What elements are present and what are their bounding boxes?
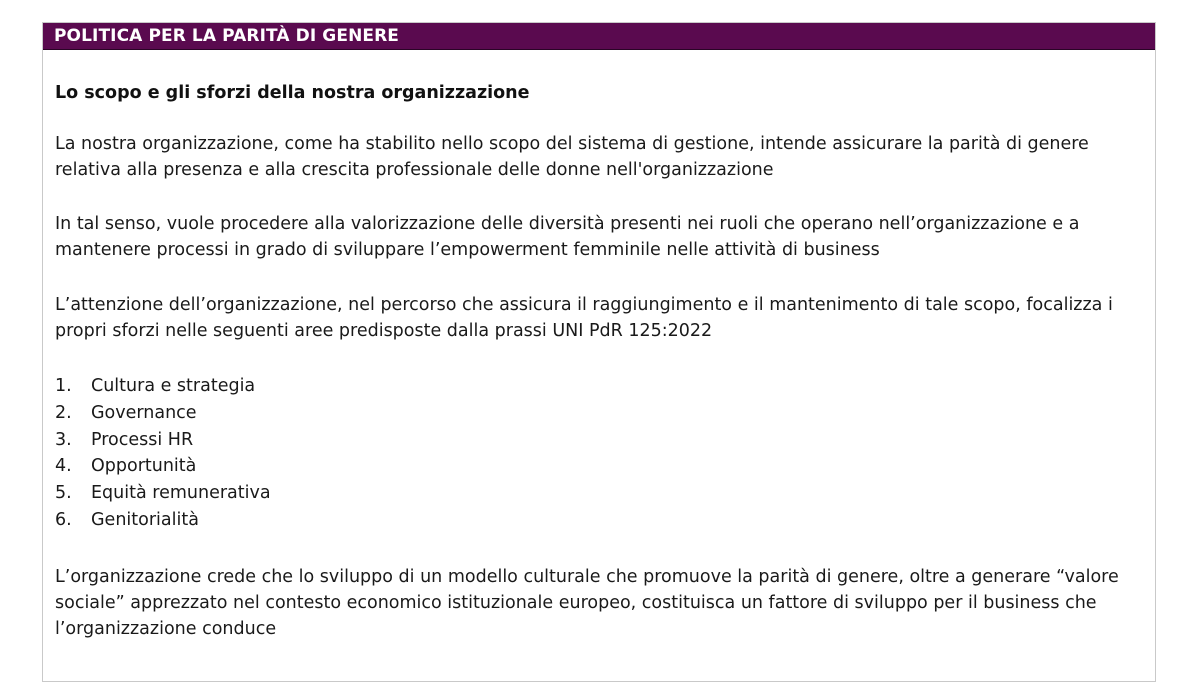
list-item-number: 6. [55, 509, 72, 530]
list-item-label: Equità remunerativa [91, 483, 271, 504]
paragraph-focus-areas: L’attenzione dell’organizzazione, nel percorso che assicura il raggiungimento e il mantenimento di tale scopo, focalizza i propri sforzi nelle seguenti aree predisposte dalla prassi UNI PdR 125:2022 [55, 295, 1113, 341]
paragraph-diversity: In tal senso, vuole procedere alla valorizzazione delle diversità presenti nei ruoli che operano nell’organizzazione e a mantenere processi in grado di sviluppare l’empowerment femminile nelle attività di business [55, 214, 1080, 260]
list-item-number: 1. [55, 376, 72, 396]
list-item-number: 2. [55, 402, 72, 423]
paragraph-purpose: La nostra organizzazione, come ha stabilito nello scopo del sistema di gestione, intende assicurare la parità di genere relativa alla presenza e alla crescita professionale delle donne nell'organizzazione [55, 134, 1089, 180]
list-item-number: 4. [55, 456, 72, 477]
list-item [55, 453, 271, 480]
list-item-label: Genitorialità [91, 509, 199, 530]
list-item-label: Opportunità [91, 456, 197, 477]
list-item [55, 373, 271, 400]
list-item-label: Cultura e strategia [91, 376, 256, 396]
header-bar [43, 23, 1155, 50]
list-item-label: Processi HR [91, 429, 194, 450]
page-title: POLITICA PER LA PARITÀ DI GENERE [54, 26, 400, 46]
list-item-number: 3. [55, 429, 72, 450]
list-item [55, 507, 271, 534]
focus-area-list [55, 373, 271, 534]
list-item [55, 480, 271, 507]
paragraph-cultural-model: L’organizzazione crede che lo sviluppo di un modello culturale che promuove la parità di genere, oltre a generare “valore sociale” apprezzato nel contesto economico istituzionale europeo, costituisca un fattore di sviluppo per il business che l’organizzazione conduce [55, 567, 1119, 639]
list-item-number: 5. [55, 483, 72, 504]
list-item [55, 400, 271, 427]
list-item [55, 427, 271, 454]
policy-document [42, 22, 1156, 682]
section-heading: Lo scopo e gli sforzi della nostra organizzazione [55, 83, 530, 103]
list-item-label: Governance [91, 402, 197, 423]
